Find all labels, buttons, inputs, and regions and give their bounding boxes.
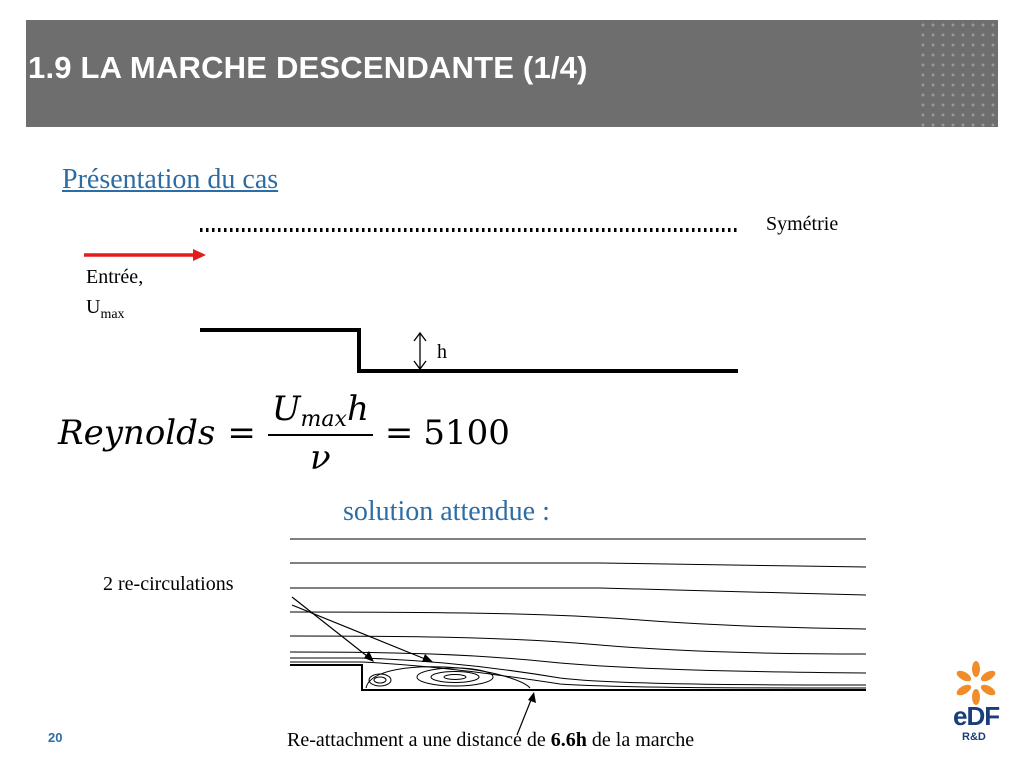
inlet-label: Entrée,	[86, 266, 144, 288]
streamlines	[290, 539, 866, 688]
edf-rd-text: R&D	[962, 731, 986, 743]
step-wall	[200, 330, 738, 371]
solution-title: solution attendue :	[343, 496, 550, 527]
page-number: 20	[48, 730, 63, 745]
slide-title: 1.9 LA MARCHE DESCENDANTE (1/4)	[28, 50, 588, 85]
recirculation-arrows	[292, 597, 430, 661]
inlet-arrow-head	[193, 249, 206, 261]
reattachment-label: Re-attachment a une distance de 6.6h de la marche	[287, 729, 695, 751]
recirculation-label: 2 re-circulations	[103, 573, 234, 595]
symmetry-label: Symétrie	[766, 213, 839, 235]
velocity-label: $U_{max}$	[86, 296, 125, 322]
formula-lhs: Reynolds	[58, 413, 216, 453]
edf-logo-icon	[955, 661, 997, 705]
formula-fraction: $\frac{U_{max}h}{\nu}$	[268, 389, 373, 478]
formula-value: 5100	[423, 413, 510, 453]
edf-logo-text: eDF	[953, 701, 1000, 731]
reynolds-formula: Reynolds = $\frac{U_{max}h}{\nu}$ = 5100	[58, 388, 510, 478]
step-height-label: h	[437, 341, 447, 363]
section-title: Présentation du cas	[62, 164, 279, 195]
